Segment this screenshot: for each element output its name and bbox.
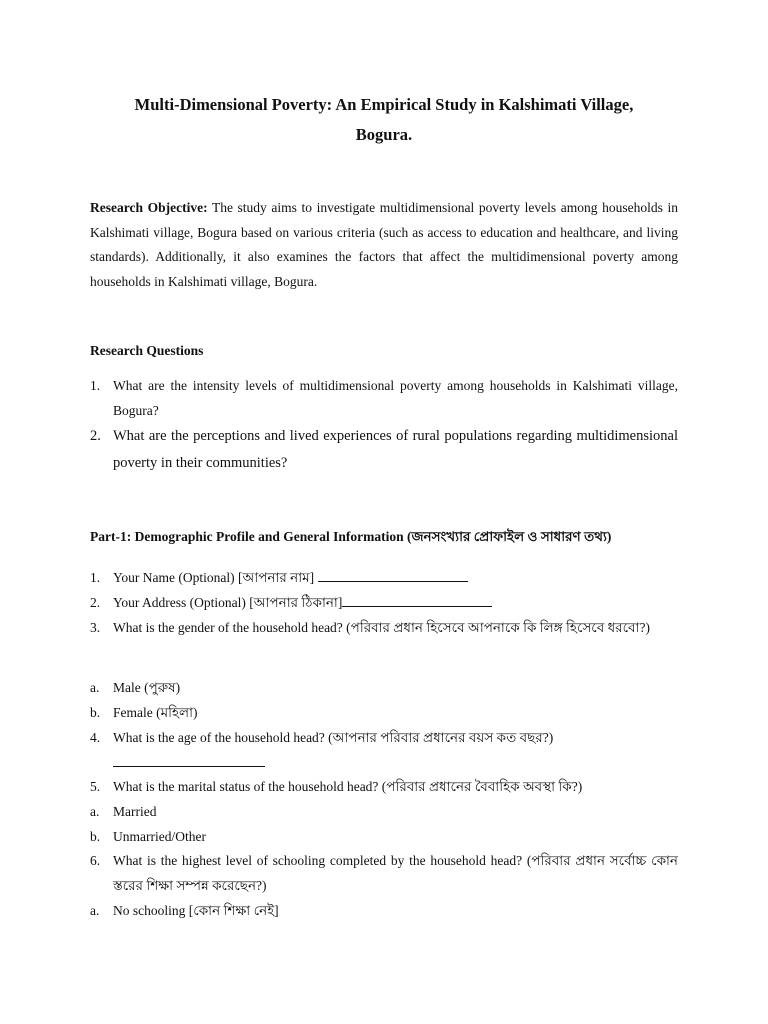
- option-married: [90, 800, 678, 825]
- title-line-1: Multi-Dimensional Poverty: An Empirical Study in Kalshimati Village,: [134, 95, 634, 114]
- list-item-name: [90, 566, 678, 591]
- list-item-age: [90, 726, 678, 775]
- item-number: 2.: [90, 595, 101, 610]
- list-item-marital: [90, 775, 678, 800]
- list-item-address: [90, 591, 678, 616]
- item-text: What is the highest level of schooling completed by the household head? (পরিবার প্রধান সর্বোচ্চ কোন স্তরের শিক্ষা সম্পন্ন করেছেন?): [113, 853, 678, 893]
- address-blank-line[interactable]: [342, 594, 492, 607]
- option-letter: a.: [90, 804, 100, 819]
- option-letter: b.: [90, 829, 101, 844]
- option-letter: b.: [90, 705, 101, 720]
- option-letter: a.: [90, 680, 100, 695]
- option-text: No schooling [কোন শিক্ষা নেই]: [113, 903, 279, 918]
- option-text: Female (মহিলা): [113, 705, 198, 720]
- item-number: 3.: [90, 620, 101, 635]
- option-no-schooling: [90, 899, 678, 924]
- age-blank-line[interactable]: [113, 754, 265, 767]
- item-text: Your Address (Optional) [আপনার ঠিকানা]: [113, 595, 343, 610]
- item-number: 1.: [90, 570, 101, 585]
- item-text: Your Name (Optional) [আপনার নাম]: [113, 570, 318, 585]
- research-questions-heading: Research Questions: [90, 343, 204, 358]
- list-item-gender: [90, 616, 678, 641]
- rq-text: What are the perceptions and lived experiences of rural populations regarding multidimensional poverty in their communities?: [113, 428, 678, 471]
- title-line-2: Bogura.: [355, 125, 413, 144]
- rq-number: 2.: [90, 428, 101, 444]
- objective-text: The study aims to investigate multidimensional poverty levels among households in Kalshimati village, Bogura based on various criteria (such as access to education and healthcare, and living standards). Additionally, it also examines the factors that affect the multidimensional poverty among households in Kalshimati village, Bogura.: [90, 200, 678, 289]
- option-unmarried: [90, 825, 678, 850]
- research-question-1: [90, 374, 678, 423]
- list-item-schooling: [90, 849, 678, 898]
- option-text: Male (পুরুষ): [113, 680, 181, 695]
- item-text: What is the gender of the household head? (পরিবার প্রধান হিসেবে আপনাকে কি লিঙ্গ হিসেবে ধরবো?): [113, 620, 650, 635]
- option-female: [90, 701, 678, 726]
- name-blank-line[interactable]: [318, 569, 468, 582]
- research-question-2: [90, 423, 678, 477]
- option-text: Married: [113, 804, 157, 819]
- research-objective: [90, 196, 678, 294]
- rq-text: What are the intensity levels of multidimensional poverty among households in Kalshimati village, Bogura?: [113, 378, 678, 418]
- item-text: What is the marital status of the household head? (পরিবার প্রধানের বৈবাহিক অবস্থা কি?): [113, 779, 583, 794]
- item-number: 6.: [90, 853, 101, 868]
- rq-number: 1.: [90, 378, 101, 393]
- document-title: [90, 90, 678, 150]
- item-number: 5.: [90, 779, 101, 794]
- option-text: Unmarried/Other: [113, 829, 206, 844]
- objective-label: Research Objective:: [90, 200, 208, 215]
- option-male: [90, 676, 678, 701]
- item-text: What is the age of the household head? (আপনার পরিবার প্রধানের বয়স কত বছর?): [113, 730, 554, 745]
- item-number: 4.: [90, 730, 101, 745]
- option-letter: a.: [90, 903, 100, 918]
- part1-heading: Part-1: Demographic Profile and General Information (জনসংখ্যার প্রোফাইল ও সাধারণ তথ্য): [90, 529, 612, 544]
